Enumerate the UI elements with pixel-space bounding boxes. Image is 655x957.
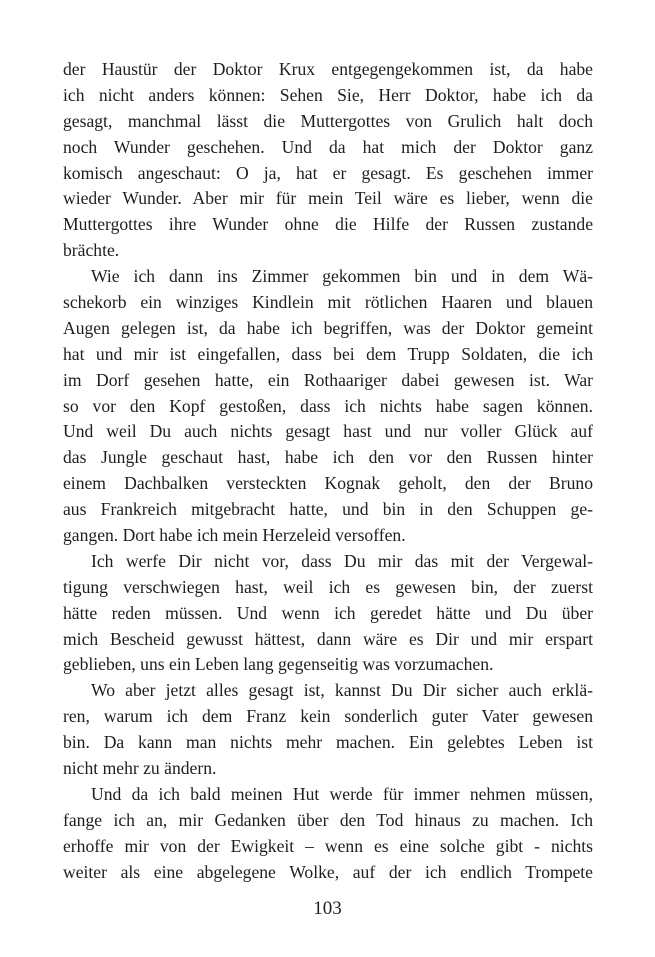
text-line: ich nicht anders können: Sehen Sie, Herr Doktor, habe ich da (63, 84, 593, 105)
text-line: aus Frankreich mitgebracht hatte, und bin in den Schuppen ge- (63, 499, 593, 520)
paragraph (63, 57, 593, 264)
paragraph (63, 264, 593, 549)
text-line: mich Bescheid gewusst hättest, dann wäre es Dir und mir erspart (63, 628, 593, 649)
text-line: einem Dachbalken versteckten Kognak geholt, den der Bruno (63, 473, 593, 494)
text-line: tigung verschwiegen hast, weil ich es gewesen bin, der zuerst (63, 576, 593, 597)
text-line: Ich werfe Dir nicht vor, dass Du mir das mit der Vergewal- (91, 550, 593, 571)
text-line: Wo aber jetzt alles gesagt ist, kannst Du Dir sicher auch erklä- (91, 680, 593, 701)
text-line: das Jungle geschaut hast, habe ich den vor den Russen hinter (63, 447, 593, 468)
text-line: Wie ich dann ins Zimmer gekommen bin und in dem Wä- (91, 266, 593, 287)
text-line: komisch angeschaut: O ja, hat er gesagt. Es geschehen immer (63, 162, 593, 183)
text-line: fange ich an, mir Gedanken über den Tod hinaus zu machen. Ich (63, 809, 593, 830)
text-line: im Dorf gesehen hatte, ein Rothaariger dabei gewesen ist. War (63, 369, 593, 390)
text-line: bin. Da kann man nichts mehr machen. Ein gelebtes Leben ist (63, 732, 593, 753)
paragraph (63, 678, 593, 782)
text-line: hätte reden müssen. Und wenn ich geredet hätte und Du über (63, 602, 593, 623)
text-line: gangen. Dort habe ich mein Herzeleid versoffen. (63, 525, 406, 546)
text-line: geblieben, uns ein Leben lang gegenseitig was vorzumachen. (63, 654, 494, 675)
text-line: schekorb ein winziges Kindlein mit rötlichen Haaren und blauen (63, 292, 593, 313)
text-line: hat und mir ist eingefallen, dass bei dem Trupp Soldaten, die ich (63, 343, 593, 364)
text-line: wieder Wunder. Aber mir für mein Teil wäre es lieber, wenn die (63, 188, 593, 209)
text-line: Augen gelegen ist, da habe ich begriffen, was der Doktor gemeint (63, 317, 593, 338)
text-line: erhoffe mir von der Ewigkeit – wenn es eine solche gibt - nichts (63, 835, 593, 856)
paragraph (63, 782, 593, 886)
text-line: Und weil Du auch nichts gesagt hast und nur voller Glück auf (63, 421, 593, 442)
text-line: ren, warum ich dem Franz kein sonderlich guter Vater gewesen (63, 706, 593, 727)
paragraph (63, 549, 593, 678)
body-text (63, 57, 593, 886)
text-line: der Haustür der Doktor Krux entgegengekommen ist, da habe (63, 59, 593, 79)
text-line: Und da ich bald meinen Hut werde für immer nehmen müssen, (91, 783, 593, 804)
text-line: weiter als eine abgelegene Wolke, auf der ich endlich Trompete (63, 861, 593, 882)
page-number: 103 (313, 898, 342, 919)
text-line: noch Wunder geschehen. Und da hat mich der Doktor ganz (63, 136, 593, 157)
text-line: Muttergottes ihre Wunder ohne die Hilfe der Russen zustande (63, 214, 593, 235)
text-line: so vor den Kopf gestoßen, dass ich nichts habe sagen können. (63, 395, 593, 416)
text-line: nicht mehr zu ändern. (63, 758, 217, 779)
text-line: gesagt, manchmal lässt die Muttergottes von Grulich halt doch (63, 110, 593, 131)
text-line: brächte. (63, 240, 120, 261)
